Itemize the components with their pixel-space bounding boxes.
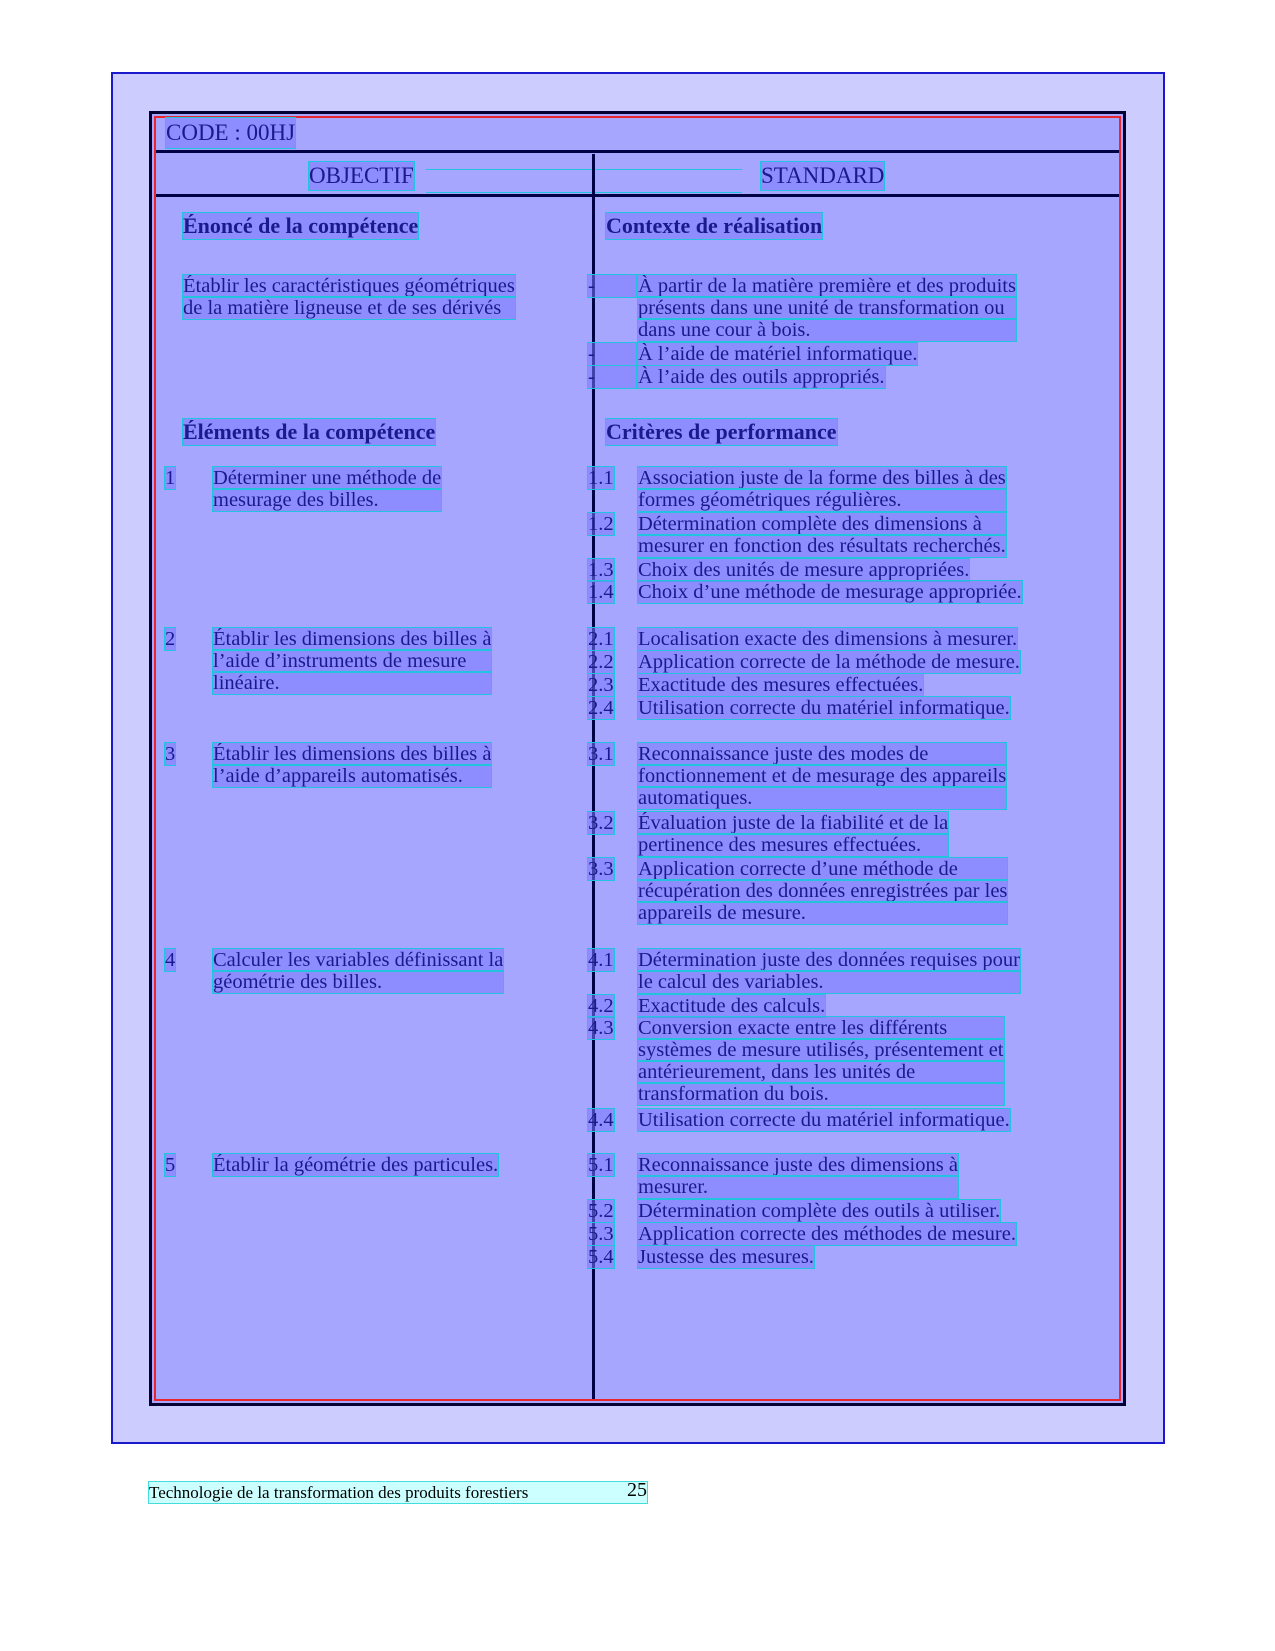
page-number: 25 <box>627 1479 647 1501</box>
element-number: 1 <box>165 467 176 489</box>
critere-text <box>638 513 1006 557</box>
critere-line: Justesse des mesures. <box>638 1246 814 1268</box>
contexte-title: Contexte de réalisation <box>606 213 823 238</box>
bullet: - <box>588 366 636 388</box>
element-number: 4 <box>165 949 176 971</box>
critere-number: 3.1 <box>588 743 614 765</box>
critere-text <box>638 1017 1004 1105</box>
critere-line: systèmes de mesure utilisés, présentement et <box>638 1039 1004 1061</box>
contexte-line: À l’aide de matériel informatique. <box>638 343 918 365</box>
critere-line: Utilisation correcte du matériel informatique. <box>638 697 1010 719</box>
critere-text <box>638 1109 1010 1131</box>
critere-text <box>638 1246 814 1268</box>
divider-header <box>156 194 1119 197</box>
critere-number: 5.4 <box>588 1246 614 1268</box>
critere-line: Utilisation correcte du matériel informatique. <box>638 1109 1010 1131</box>
element-line: Établir les dimensions des billes à <box>213 628 492 650</box>
critere-number: 5.3 <box>588 1223 614 1245</box>
critere-number: 4.1 <box>588 949 614 971</box>
critere-text <box>638 467 1006 511</box>
critere-line: Reconnaissance juste des dimensions à <box>638 1154 958 1176</box>
element-text <box>213 1154 498 1176</box>
element-text <box>213 467 441 511</box>
critere-number: 3.3 <box>588 858 614 880</box>
critere-line: Détermination complète des dimensions à <box>638 513 1006 535</box>
critere-line: formes géométriques régulières. <box>638 489 1006 511</box>
element-line: Établir la géométrie des particules. <box>213 1154 499 1176</box>
critere-line: Localisation exacte des dimensions à mesurer. <box>638 628 1018 650</box>
element-text <box>213 628 491 694</box>
element-line: mesurage des billes. <box>213 489 441 511</box>
competence-table <box>149 111 1126 1406</box>
critere-text <box>638 697 1010 719</box>
critere-number: 2.1 <box>588 628 614 650</box>
page-footer <box>149 1479 647 1503</box>
enonce-title: Énoncé de la compétence <box>183 213 419 238</box>
bullet: - <box>588 275 636 297</box>
element-line: Établir les dimensions des billes à <box>213 743 492 765</box>
critere-text <box>638 674 923 696</box>
critere-line: Choix d’une méthode de mesurage appropriée. <box>638 581 1022 603</box>
code-label: CODE : 00HJ <box>166 118 295 148</box>
element-number: 2 <box>165 628 176 650</box>
critere-line: mesurer. <box>638 1176 958 1198</box>
critere-text <box>638 651 1020 673</box>
header-standard: STANDARD <box>761 163 885 188</box>
critere-line: Détermination juste des données requises pour <box>638 949 1021 971</box>
critere-number: 1.4 <box>588 581 614 603</box>
critere-line: Choix des unités de mesure appropriées. <box>638 559 970 581</box>
critere-line: Détermination complète des outils à utiliser. <box>638 1200 1001 1222</box>
critere-text <box>638 743 1006 809</box>
critere-number: 5.2 <box>588 1200 614 1222</box>
critere-line: automatiques. <box>638 787 1006 809</box>
critere-number: 1.2 <box>588 513 614 535</box>
critere-line: Conversion exacte entre les différents <box>638 1017 1004 1039</box>
enonce-line: de la matière ligneuse et de ses dérivés <box>183 297 515 319</box>
critere-number: 1.1 <box>588 467 614 489</box>
critere-text <box>638 858 1007 924</box>
critere-line: transformation du bois. <box>638 1083 1004 1105</box>
critere-text <box>638 1223 1016 1245</box>
critere-text <box>638 559 969 581</box>
critere-number: 3.2 <box>588 812 614 834</box>
critere-number: 2.3 <box>588 674 614 696</box>
contexte-line: dans une cour à bois. <box>638 319 1016 341</box>
critere-number: 5.1 <box>588 1154 614 1176</box>
contexte-item <box>638 343 917 365</box>
element-line: Calculer les variables définissant la <box>213 949 504 971</box>
critere-text <box>638 1154 958 1198</box>
critere-line: le calcul des variables. <box>638 971 1020 993</box>
table-inner-border <box>154 116 1121 1401</box>
elements-title: Éléments de la compétence <box>183 419 436 444</box>
header-link <box>426 169 742 193</box>
critere-line: Association juste de la forme des billes à des <box>638 467 1006 489</box>
critere-number: 2.2 <box>588 651 614 673</box>
contexte-line: À partir de la matière première et des produits <box>638 275 1016 297</box>
divider-top <box>156 150 1119 153</box>
element-line: linéaire. <box>213 672 491 694</box>
element-text <box>213 949 503 993</box>
contexte-item <box>638 366 885 388</box>
enonce-text <box>183 275 515 319</box>
element-text <box>213 743 491 787</box>
element-line: géométrie des billes. <box>213 971 503 993</box>
critere-line: récupération des données enregistrées par les <box>638 880 1008 902</box>
critere-line: Exactitude des mesures effectuées. <box>638 674 924 696</box>
criteres-title: Critères de performance <box>606 419 837 444</box>
critere-line: antérieurement, dans les unités de <box>638 1061 1004 1083</box>
critere-number: 1.3 <box>588 559 614 581</box>
header-objectif: OBJECTIF <box>309 163 414 188</box>
critere-line: fonctionnement et de mesurage des appareils <box>638 765 1007 787</box>
critere-line: Reconnaissance juste des modes de <box>638 743 1006 765</box>
critere-number: 2.4 <box>588 697 614 719</box>
critere-line: Application correcte des méthodes de mesure. <box>638 1223 1016 1245</box>
critere-number: 4.3 <box>588 1017 614 1039</box>
critere-text <box>638 581 1022 603</box>
critere-line: Application correcte de la méthode de mesure. <box>638 651 1020 673</box>
critere-text <box>638 1200 1000 1222</box>
critere-text <box>638 628 1017 650</box>
critere-line: Application correcte d’une méthode de <box>638 858 1007 880</box>
element-number: 5 <box>165 1154 176 1176</box>
critere-line: pertinence des mesures effectuées. <box>638 834 948 856</box>
critere-text <box>638 949 1020 993</box>
contexte-line: présents dans une unité de transformation ou <box>638 297 1016 319</box>
footer-title: Technologie de la transformation des produits forestiers <box>149 1483 529 1502</box>
critere-line: Exactitude des calculs. <box>638 995 826 1017</box>
critere-line: mesurer en fonction des résultats recherchés. <box>638 535 1006 557</box>
contexte-line: À l’aide des outils appropriés. <box>638 366 885 388</box>
contexte-item <box>638 275 1016 341</box>
critere-line: appareils de mesure. <box>638 902 1007 924</box>
element-line: Déterminer une méthode de <box>213 467 442 489</box>
critere-text <box>638 812 948 856</box>
critere-number: 4.4 <box>588 1109 614 1131</box>
critere-line: Évaluation juste de la fiabilité et de la <box>638 812 949 834</box>
critere-text <box>638 995 825 1017</box>
bullet: - <box>588 343 636 365</box>
enonce-line: Établir les caractéristiques géométriques <box>183 275 515 297</box>
element-line: l’aide d’instruments de mesure <box>213 650 491 672</box>
element-line: l’aide d’appareils automatisés. <box>213 765 491 787</box>
critere-number: 4.2 <box>588 995 614 1017</box>
element-number: 3 <box>165 743 176 765</box>
